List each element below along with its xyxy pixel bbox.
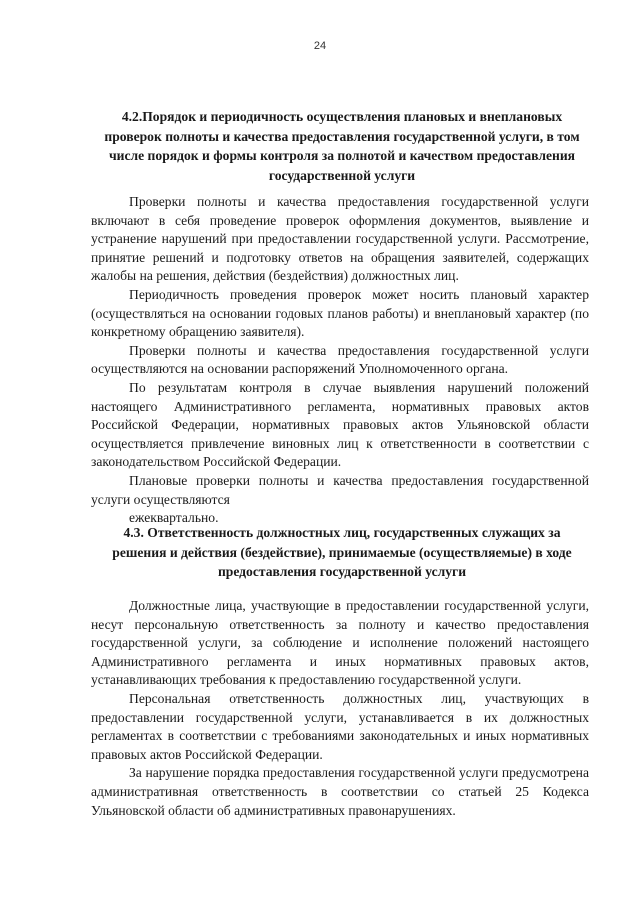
section-4-2-title: 4.2.Порядок и периодичность осуществления плановых и внеплановых проверок полноты и качества предоставления государственной услуги, в том числе порядок и формы контроля за полнотой и качеством предоставления государственной услуги: [104, 109, 580, 183]
paragraph: Проверки полноты и качества предоставления государственной услуги включают в себя проведение проверок оформления документов, выявление и устранение нарушений при предоставлении государственной услуги. Рассмотрение, принятие решений и подготовку ответов на обращения заявителей, содержащих жалобы на решения, действия (бездействия) должностных лиц.: [91, 194, 589, 284]
paragraph: Должностные лица, участвующие в предоставлении государственной услуги, несут персональную ответственность за полноту и качество предоставления государственной услуги, за соблюдение и исполнение положений настоящего Административного регламента и иных нормативных правовых актов, устанавливающих требования к предоставлению государственной услуги.: [91, 598, 589, 688]
paragraph-continuation: ежеквартально.: [129, 510, 219, 526]
paragraph: За нарушение порядка предоставления государственной услуги предусмотрена административная ответственность в соответствии со статьей 25 Кодекса Ульяновской области об административных правонарушениях.: [91, 765, 589, 818]
section-4-3-title: 4.3. Ответственность должностных лиц, государственных служащих за решения и действия (бездействие), принимаемые (осуществляемые) в ходе предоставления государственной услуги: [112, 525, 572, 579]
section-4-2-body: [91, 193, 589, 528]
page-number: 24: [313, 40, 327, 52]
paragraph: Персональная ответственность должностных лиц, участвующих в предоставлении государственной услуги, устанавливается в их должностных регламентах в соответствии с требованиями законодательных и иных нормативных правовых актов Российской Федерации.: [91, 690, 589, 762]
paragraph: Периодичность проведения проверок может носить плановый характер (осуществляться на основании годовых планов работы) и внеплановый характер (по конкретному обращению заявителя).: [91, 286, 589, 340]
paragraph: Проверки полноты и качества предоставления государственной услуги осуществляются на основании распоряжений Уполномоченного органа.: [91, 342, 589, 377]
section-4-3-body: [91, 597, 589, 820]
paragraph: По результатам контроля в случае выявления нарушений положений настоящего Административного регламента, нормативных правовых актов Российской Федерации, нормативных правовых актов Ульяновской области осуществляется привлечение виновных лиц к ответственности в соответствии с законодательством Российской Федерации.: [91, 379, 589, 470]
paragraph: Плановые проверки полноты и качества предоставления государственной услуги осуществляются: [91, 472, 589, 507]
